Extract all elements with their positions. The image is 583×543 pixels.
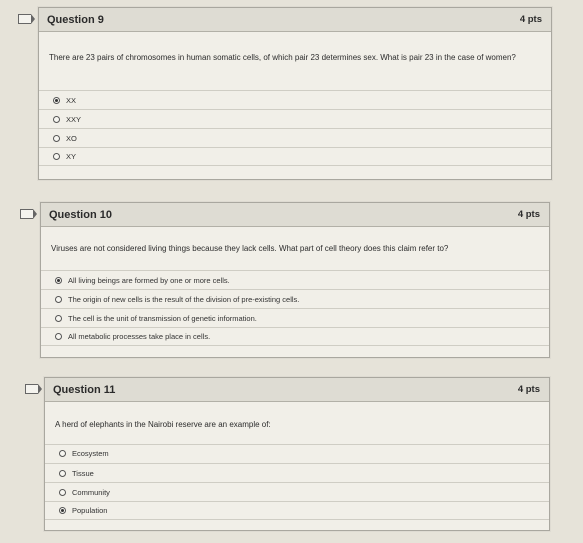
flag-icon[interactable]	[18, 14, 31, 24]
answer-label: Tissue	[72, 468, 94, 478]
radio-selected-icon[interactable]	[53, 97, 60, 104]
answer-option[interactable]	[41, 270, 549, 289]
question-header	[39, 8, 551, 32]
question-text: There are 23 pairs of chromosomes in human somatic cells, of which pair 23 determines sex. What is pair 23 in the case of women?	[49, 53, 516, 62]
answer-option[interactable]	[41, 308, 549, 327]
answer-label: XXY	[66, 114, 82, 124]
answer-label: The origin of new cells is the result of the division of pre-existing cells.	[68, 294, 300, 304]
answer-label: Community	[72, 487, 110, 497]
question-card-10	[40, 202, 550, 358]
question-title: Question 10	[49, 208, 112, 221]
radio-unselected-icon[interactable]	[53, 116, 60, 123]
question-title: Question 9	[47, 13, 104, 26]
answer-label: All metabolic processes take place in cells.	[68, 332, 211, 341]
radio-unselected-icon[interactable]	[53, 153, 60, 160]
radio-unselected-icon[interactable]	[59, 470, 66, 477]
answer-option[interactable]	[41, 327, 549, 346]
answer-label: XO	[66, 133, 77, 143]
answer-option[interactable]	[45, 501, 549, 520]
radio-unselected-icon[interactable]	[59, 450, 66, 457]
answer-option[interactable]	[39, 128, 551, 147]
radio-unselected-icon[interactable]	[53, 135, 60, 142]
question-header	[41, 203, 549, 227]
answer-label: All living beings are formed by one or more cells.	[68, 275, 230, 285]
answer-label: Ecosystem	[72, 449, 109, 458]
question-points: 4 pts	[517, 209, 540, 220]
radio-unselected-icon[interactable]	[55, 296, 62, 303]
answer-label: XY	[66, 152, 77, 161]
answer-option[interactable]	[45, 444, 549, 463]
question-text: Viruses are not considered living things because they lack cells. What part of cell theory does this claim refer to?	[51, 244, 449, 253]
radio-unselected-icon[interactable]	[59, 489, 66, 496]
radio-selected-icon[interactable]	[59, 507, 66, 514]
answer-option[interactable]	[39, 109, 551, 128]
answer-option[interactable]	[39, 90, 551, 109]
radio-unselected-icon[interactable]	[55, 333, 62, 340]
answer-option[interactable]	[39, 147, 551, 166]
answer-option[interactable]	[41, 289, 549, 308]
question-header	[45, 378, 549, 402]
question-card-11	[44, 377, 550, 531]
flag-icon[interactable]	[20, 209, 33, 219]
question-title: Question 11	[53, 383, 116, 396]
answer-option[interactable]	[45, 463, 549, 482]
flag-icon[interactable]	[25, 384, 38, 394]
radio-selected-icon[interactable]	[55, 277, 62, 284]
question-points: 4 pts	[517, 384, 540, 395]
question-points: 4 pts	[519, 14, 542, 25]
answer-label: Population	[72, 506, 108, 515]
question-text: A herd of elephants in the Nairobi reserve are an example of:	[55, 420, 271, 429]
question-card-9	[38, 7, 552, 180]
answer-label: The cell is the unit of transmission of genetic information.	[68, 313, 257, 323]
radio-unselected-icon[interactable]	[55, 315, 62, 322]
answer-label: XX	[66, 95, 77, 105]
answer-option[interactable]	[45, 482, 549, 501]
